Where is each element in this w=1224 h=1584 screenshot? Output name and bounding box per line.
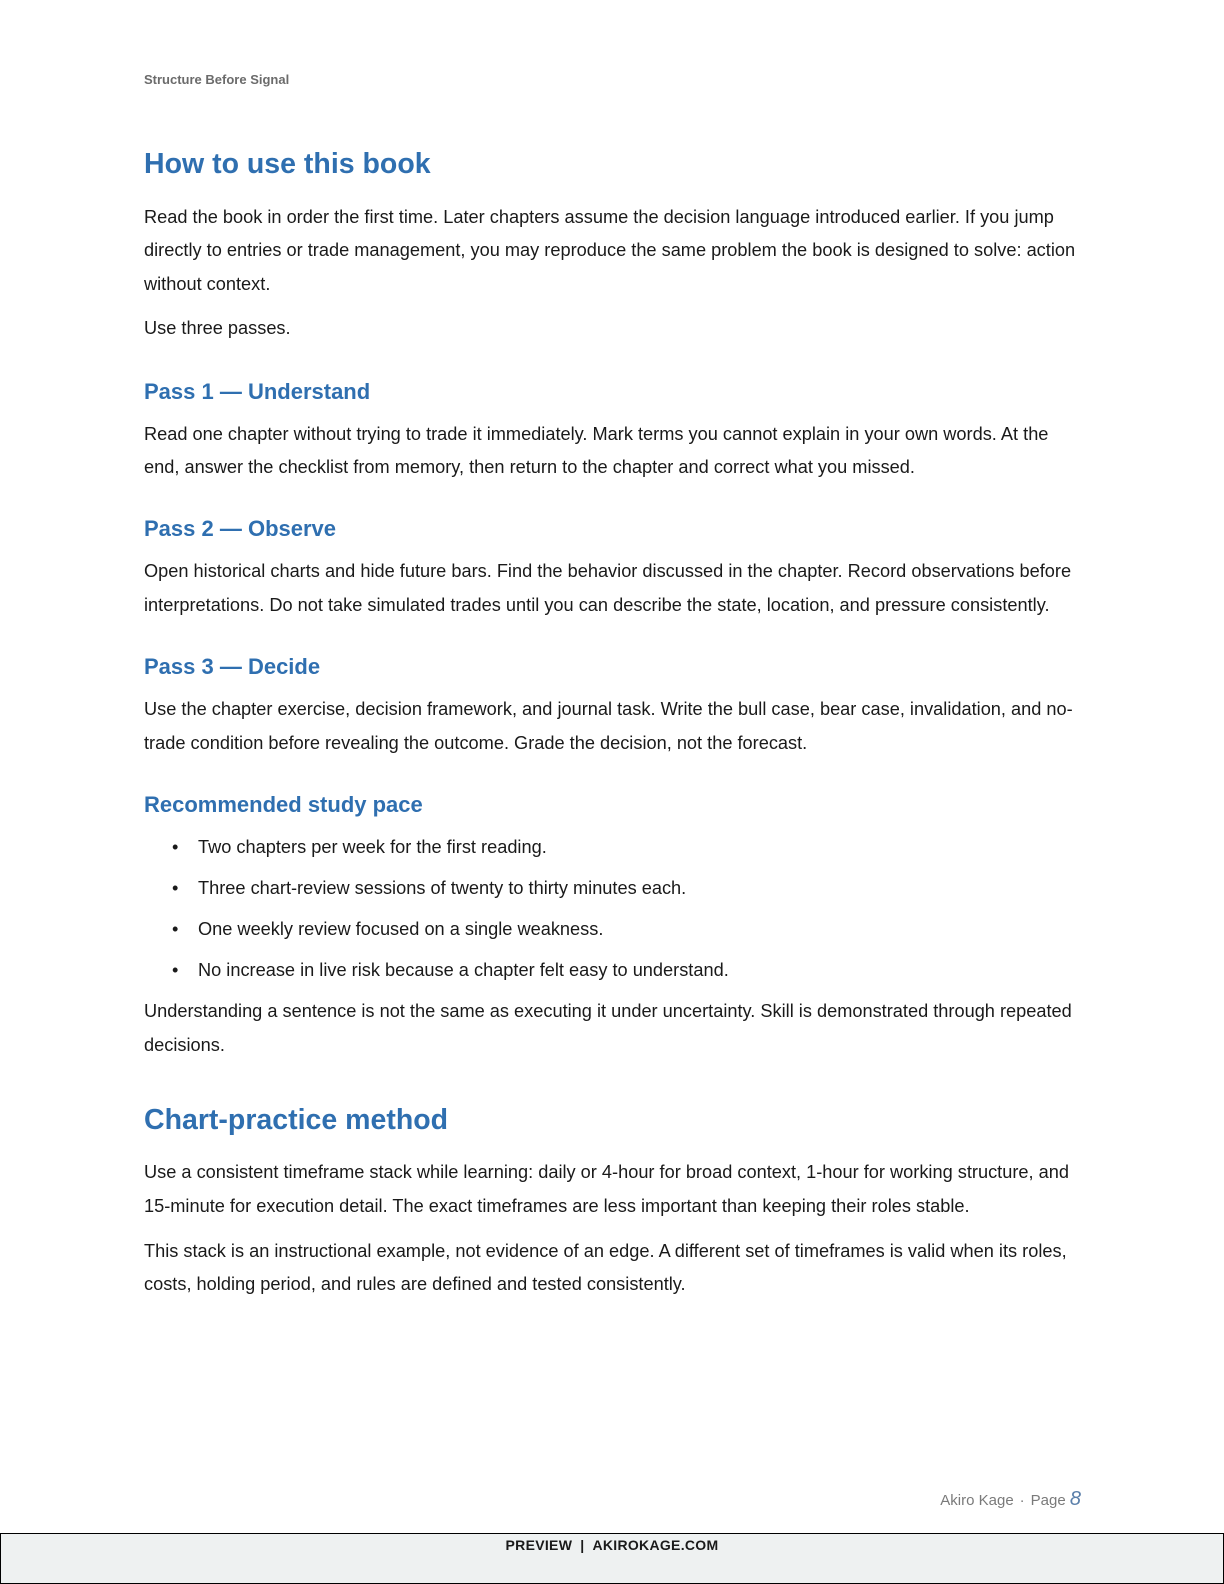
- preview-banner: [0, 1533, 1224, 1584]
- preview-site-link[interactable]: AKIROKAGE.COM: [592, 1537, 719, 1553]
- study-pace-list: [144, 831, 1080, 988]
- pass2-body: Open historical charts and hide future bars. Find the behavior discussed in the chapter. Record observations before interpretations. Do not take simulated trades until you can describe the state, location, and pressure consistently.: [144, 561, 1072, 615]
- list-item: • One weekly review focused on a single weakness.: [144, 913, 1080, 946]
- footer-page-label: Page: [1030, 1492, 1066, 1509]
- bullet-icon: •: [172, 837, 179, 858]
- footer-author: Akiro Kage: [940, 1492, 1014, 1509]
- passes-intro: Use three passes.: [144, 318, 291, 339]
- pass2-heading: Pass 2 — Observe: [144, 516, 337, 542]
- page-content: [144, 146, 1080, 1302]
- pass1-body: Read one chapter without trying to trade it immediately. Mark terms you cannot explain in your own words. At the end, answer the checklist from memory, then return to the chapter and correct what you missed.: [144, 423, 1049, 478]
- preview-separator: |: [580, 1537, 585, 1553]
- page-footer: [940, 1488, 1081, 1511]
- bullet-icon: •: [172, 919, 179, 940]
- pass1-heading: Pass 1 — Understand: [144, 378, 371, 404]
- pass3-body: Use the chapter exercise, decision framework, and journal task. Write the bull case, bear case, invalidation, and no-trade condition before revealing the outcome. Grade the decision, not the forecast.: [144, 699, 1073, 753]
- footer-separator: ·: [1019, 1492, 1025, 1509]
- section-title-chart-practice: Chart-practice method: [144, 1104, 449, 1137]
- chart-paragraph-1: Use a consistent timeframe stack while learning: daily or 4-hour for broad context, 1-hour for working structure, and 15-minute for execution detail. The exact timeframes are less important than keeping their roles stable.: [144, 1162, 1069, 1216]
- preview-label: PREVIEW: [505, 1537, 573, 1553]
- page-number: 8: [1069, 1488, 1081, 1510]
- bullet-icon: •: [172, 960, 179, 981]
- list-item: • Two chapters per week for the first reading.: [144, 831, 1080, 864]
- list-item: • No increase in live risk because a chapter felt easy to understand.: [144, 954, 1080, 987]
- list-item: • Three chart-review sessions of twenty to thirty minutes each.: [144, 872, 1080, 905]
- study-pace-heading: Recommended study pace: [144, 792, 423, 818]
- intro-paragraph: Read the book in order the first time. Later chapters assume the decision language introduced earlier. If you jump directly to entries or trade management, you may reproduce the same problem the book is designed to solve: action without context.: [144, 207, 1076, 294]
- chart-paragraph-2: This stack is an instructional example, not evidence of an edge. A different set of timeframes is valid when its roles, costs, holding period, and rules are defined and tested consistently.: [144, 1241, 1067, 1295]
- bullet-icon: •: [172, 878, 179, 899]
- section-title-how-to-use: How to use this book: [144, 148, 431, 180]
- study-pace-closing: Understanding a sentence is not the same as executing it under uncertainty. Skill is demonstrated through repeated decisions.: [144, 1001, 1072, 1055]
- pass3-heading: Pass 3 — Decide: [144, 654, 321, 680]
- running-header-title: Structure Before Signal: [144, 72, 290, 87]
